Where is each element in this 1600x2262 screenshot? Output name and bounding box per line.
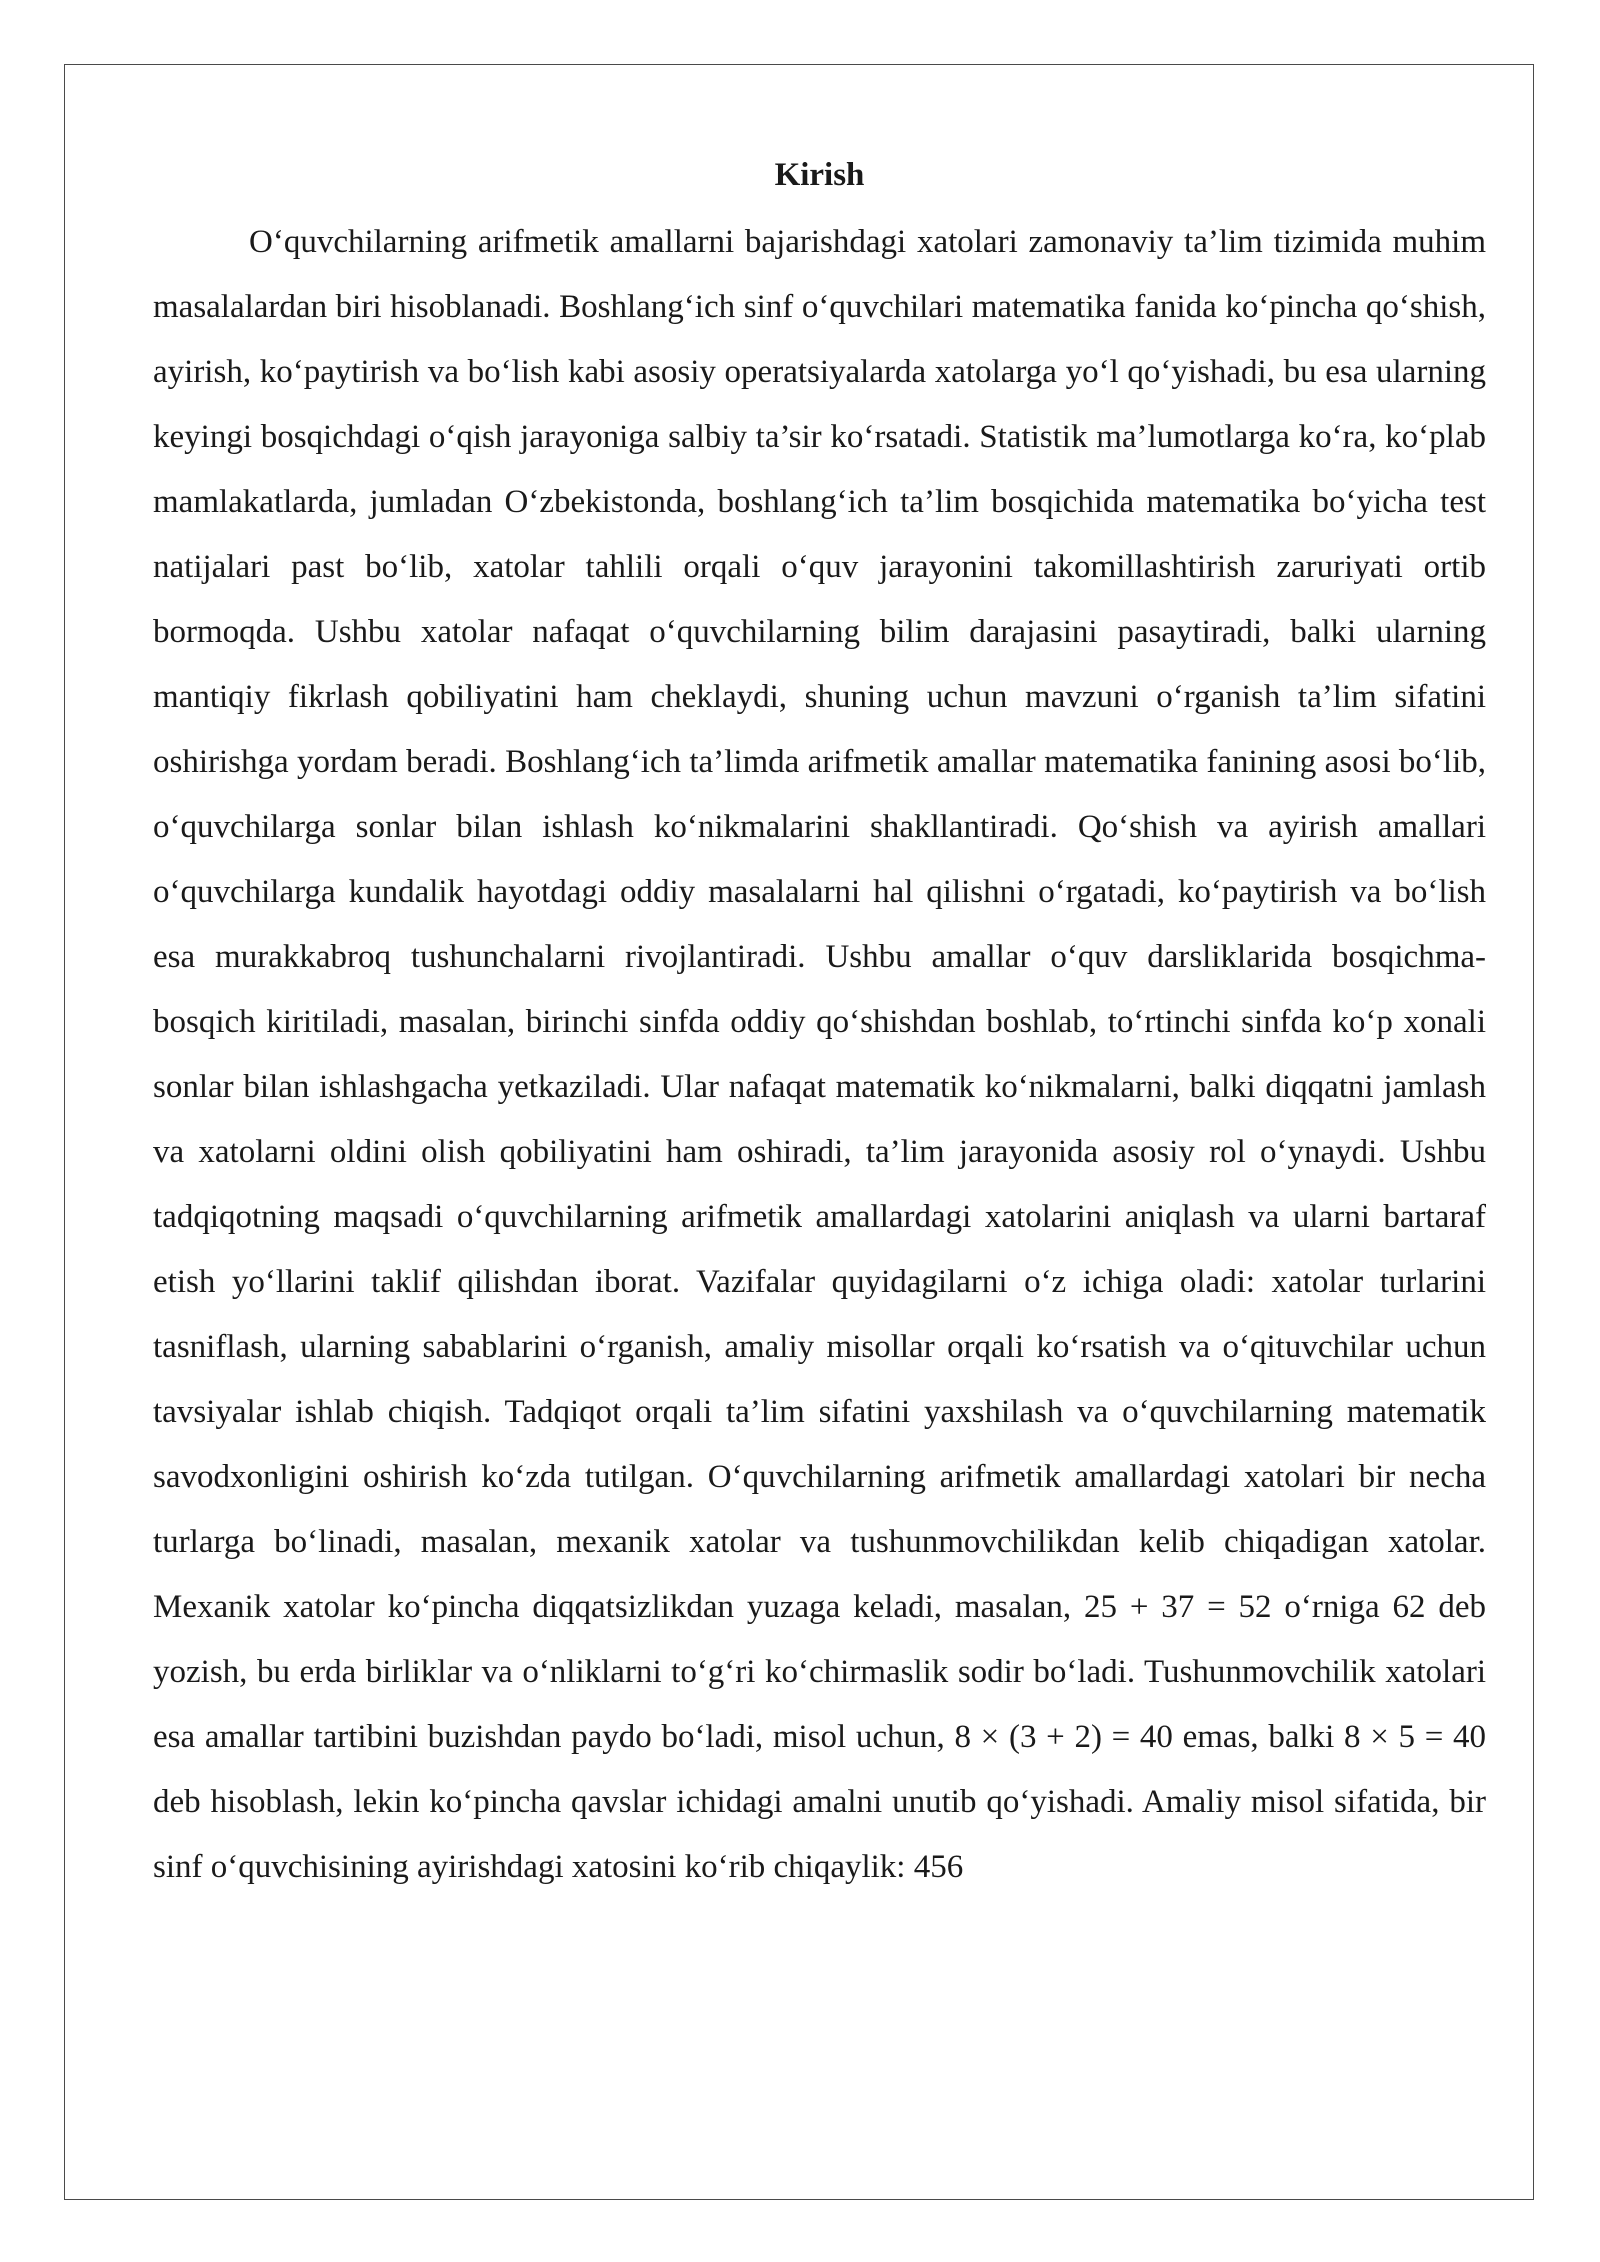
document-content — [153, 148, 1486, 1900]
body-paragraph: O‘quvchilarning arifmetik amallarni bajarishdagi xatolari zamonaviy ta’lim tizimida muhim masalalardan biri hisoblanadi. Boshlang‘ich sinf o‘quvchilari matematika fanida ko‘pincha qo‘shish, ayirish, ko‘paytirish va bo‘lish kabi asosiy operatsiyalarda xatolarga yo‘l qo‘yishadi, bu esa ularning keyingi bosqichdagi o‘qish jarayoniga salbiy ta’sir ko‘rsatadi. Statistik ma’lumotlarga ko‘ra, ko‘plab mamlakatlarda, jumladan O‘zbekistonda, boshlang‘ich ta’lim bosqichida matematika bo‘yicha test natijalari past bo‘lib, xatolar tahlili orqali o‘quv jarayonini takomillashtirish zaruriyati ortib bormoqda. Ushbu xatolar nafaqat o‘quvchilarning bilim darajasini pasaytiradi, balki ularning mantiqiy fikrlash qobiliyatini ham cheklaydi, shuning uchun mavzuni o‘rganish ta’lim sifatini oshirishga yordam beradi. Boshlang‘ich ta’limda arifmetik amallar matematika fanining asosi bo‘lib, o‘quvchilarga sonlar bilan ishlash ko‘nikmalarini shakllantiradi. Qo‘shish va ayirish amallari o‘quvchilarga kundalik hayotdagi oddiy masalalarni hal qilishni o‘rgatadi, ko‘paytirish va bo‘lish esa murakkabroq tushunchalarni rivojlantiradi. Ushbu amallar o‘quv darsliklarida bosqichma-bosqich kiritiladi, masalan, birinchi sinfda oddiy qo‘shishdan boshlab, to‘rtinchi sinfda ko‘p xonali sonlar bilan ishlashgacha yetkaziladi. Ular nafaqat matematik ko‘nikmalarni, balki diqqatni jamlash va xatolarni oldini olish qobiliyatini ham oshiradi, ta’lim jarayonida asosiy rol o‘ynaydi. Ushbu tadqiqotning maqsadi o‘quvchilarning arifmetik amallardagi xatolarini aniqlash va ularni bartaraf etish yo‘llarini taklif qilishdan iborat. Vazifalar quyidagilarni o‘z ichiga oladi: xatolar turlarini tasniflash, ularning sabablarini o‘rganish, amaliy misollar orqali ko‘rsatish va o‘qituvchilar uchun tavsiyalar ishlab chiqish. Tadqiqot orqali ta’lim sifatini yaxshilash va o‘quvchilarning matematik savodxonligini oshirish ko‘zda tutilgan. O‘quvchilarning arifmetik amallardagi xatolari bir necha turlarga bo‘linadi, masalan, mexanik xatolar va tushunmovchilikdan kelib chiqadigan xatolar. Mexanik xatolar ko‘pincha diqqatsizlikdan yuzaga keladi, masalan, 25 + 37 = 52 o‘rniga 62 deb yozish, bu erda birliklar va o‘nliklarni to‘g‘ri ko‘chirmaslik sodir bo‘ladi. Tushunmovchilik xatolari esa amallar tartibini buzishdan paydo bo‘ladi, misol uchun, 8 × (3 + 2) = 40 emas, balki 8 × 5 = 40 deb hisoblash, lekin ko‘pincha qavslar ichidagi amalni unutib qo‘yishadi. Amaliy misol sifatida, bir sinf o‘quvchisining ayirishdagi xatosini ko‘rib chiqaylik: 456 — [153, 224, 1486, 1885]
section-heading: Kirish — [774, 157, 865, 193]
